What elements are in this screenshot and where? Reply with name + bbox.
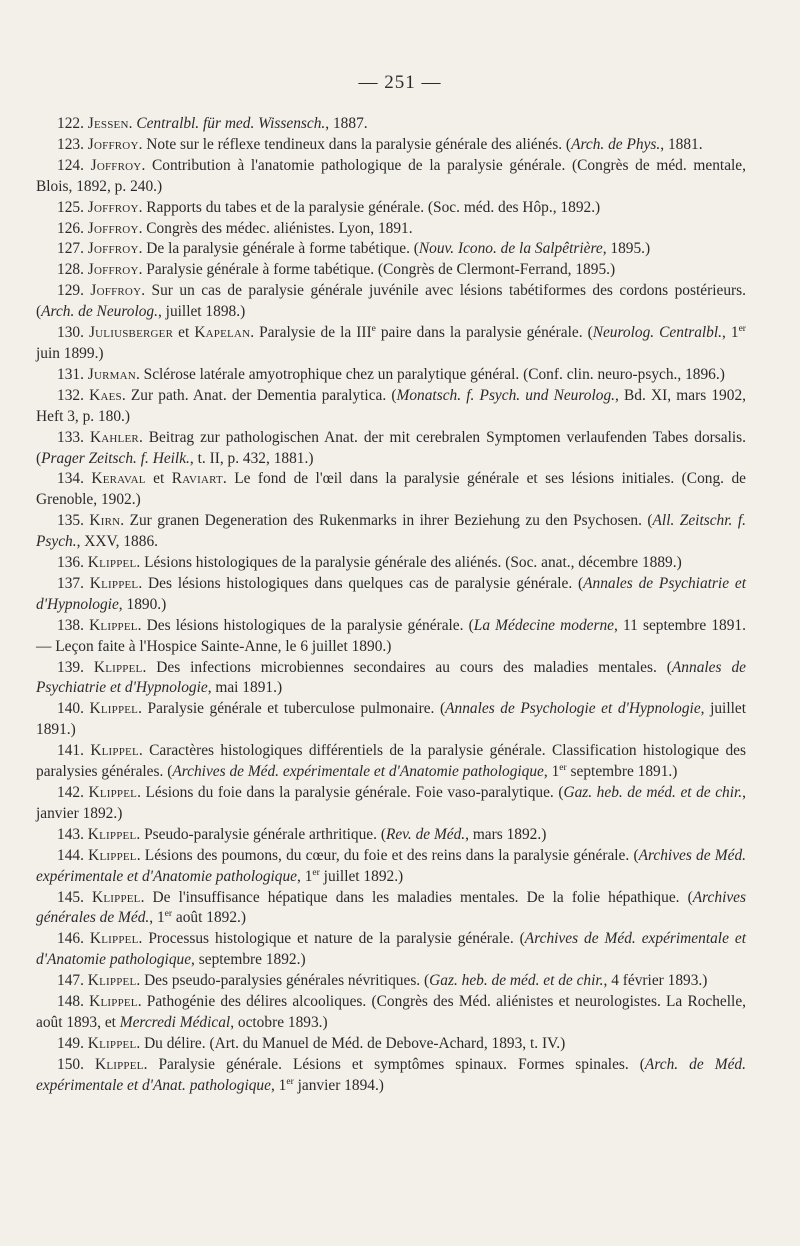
reference-text: , juillet 1891.): [36, 700, 746, 739]
publication-title: Annales de Psychiatrie et d'Hypnologie: [36, 658, 746, 697]
reference-text: . Contribution à l'anatomie pathologique de la paralysie générale. (Congrès de méd. mentale, Blois, 1892, p. 240.): [36, 156, 746, 195]
reference-text: . Lésions du foie dans la paralysie générale. Foie vaso-paralytique. (: [137, 784, 564, 801]
reference-entry: [36, 574, 746, 616]
superscript: e: [371, 322, 376, 334]
reference-number: 140.: [57, 700, 84, 718]
reference-text: .: [128, 115, 137, 132]
reference-text: . Processus histologique et nature de la paralysie générale. (: [138, 930, 525, 948]
reference-text: . Rapports du tabes et de la paralysie générale. (Soc. méd. des Hôp., 1892.): [138, 198, 601, 216]
reference-number: 137.: [57, 574, 84, 592]
reference-entry: [36, 239, 746, 260]
reference-text: . Beitrag zur pathologischen Anat. der mit cerebralen Symptomen verlaufenden Tabes dorsalis. (: [36, 428, 746, 467]
reference-number: 125.: [57, 198, 84, 216]
reference-text: et: [173, 324, 195, 342]
superscript: er: [312, 866, 320, 878]
reference-number: 134.: [57, 470, 84, 488]
reference-entry: [36, 469, 746, 511]
reference-entry: [36, 114, 746, 135]
reference-entry: [36, 699, 746, 741]
reference-text: . Des lésions histologiques de la paralysie générale. (: [137, 616, 474, 634]
reference-entry: [36, 386, 746, 428]
reference-text: . Paralysie générale à forme tabétique. (Congrès de Clermont-Ferrand, 1895.): [138, 261, 616, 279]
publication-title: Prager Zeitsch. f. Heilk.: [41, 449, 190, 467]
reference-text: , Bd. XI, mars 1902, Heft 3, p. 180.): [36, 386, 746, 425]
publication-title: Arch. de Phys.: [571, 135, 661, 153]
reference-text: et: [145, 470, 172, 488]
reference-text: . De la paralysie générale à forme tabétique. (: [138, 240, 419, 258]
reference-text: . Note sur le réflexe tendineux dans la paralysie générale des aliénés. (: [138, 135, 572, 153]
reference-text: , 1: [149, 909, 165, 927]
reference-number: 142.: [57, 784, 84, 801]
reference-text: . Paralysie générale et tuberculose pulmonaire. (: [138, 700, 446, 718]
reference-entry: [36, 428, 746, 470]
author-name: Klippel: [88, 784, 138, 801]
publication-title: Neurolog. Centralbl.: [592, 324, 722, 342]
reference-number: 138.: [57, 616, 84, 634]
reference-text: . Pseudo-paralysie générale arthritique. (: [136, 825, 386, 843]
publication-title: All. Zeitschr. f. Psych.: [36, 512, 746, 551]
publication-title: Gaz. heb. de méd. et de chir.: [429, 972, 604, 990]
reference-text: , 1890.): [118, 595, 167, 613]
reference-number: 127.: [57, 240, 84, 258]
author-name: Raviart: [171, 470, 223, 488]
reference-text: . Paralysie générale. Lésions et symptômes spinaux. Formes spinales. (: [143, 1055, 645, 1073]
reference-number: 149.: [57, 1034, 84, 1052]
reference-number: 148.: [57, 993, 84, 1011]
reference-text: . Zur granen Degeneration des Rukenmarks in ihrer Beziehung zu den Psychosen. (: [120, 512, 653, 530]
reference-entry: [36, 365, 746, 386]
reference-text: juillet 1892.): [319, 867, 404, 885]
reference-text: . Du délire. (Art. du Manuel de Méd. de Debove-Achard, 1893, t. IV.): [136, 1034, 566, 1052]
reference-text: . Des lésions histologiques dans quelques cas de paralysie générale. (: [138, 574, 584, 592]
reference-entry: [36, 135, 746, 156]
author-name: Klippel: [89, 700, 139, 718]
publication-title: Archives de Méd. expérimentale et d'Anatomie pathologique: [36, 846, 746, 885]
reference-list: [36, 114, 746, 1097]
reference-text: , t. II, p. 432, 1881.): [189, 449, 314, 467]
reference-text: . Pathogénie des délires alcooliques. (Congrès des Méd. aliénistes et neurologistes. La Rochelle, août 1893, et: [36, 993, 746, 1031]
reference-text: , 1881.: [660, 135, 703, 153]
author-name: Keraval: [91, 470, 146, 488]
reference-text: , 1: [543, 763, 560, 781]
reference-entry: [36, 992, 746, 1034]
reference-text: , septembre 1892.): [191, 951, 306, 969]
reference-text: , 4 février 1893.): [603, 972, 708, 990]
reference-entry: [36, 929, 746, 971]
reference-text: . De l'insuffisance hépatique dans les maladies mentales. De la folie hépathique. (: [140, 888, 693, 906]
publication-title: Centralbl. für med. Wissensch.: [136, 115, 326, 132]
author-name: Klippel: [87, 1034, 137, 1052]
reference-number: 130.: [57, 324, 84, 342]
reference-number: 123.: [57, 135, 84, 153]
author-name: Klippel: [95, 1055, 144, 1073]
author-name: Kahler: [89, 428, 139, 446]
superscript: er: [286, 1075, 294, 1087]
author-name: Jurman: [87, 365, 136, 383]
reference-text: , 11 septembre 1891. — Leçon faite à l'Hospice Sainte-Anne, le 6 juillet 1890.): [36, 616, 746, 655]
publication-title: Archives de Méd. expérimentale et d'Anatomie pathologique: [36, 930, 746, 969]
reference-number: 136.: [57, 554, 84, 572]
author-name: Kapelan: [194, 324, 251, 342]
author-name: Klippel: [89, 930, 139, 948]
publication-title: Annales de Psychiatrie et d'Hypnologie: [36, 574, 746, 613]
reference-number: 126.: [57, 219, 84, 237]
reference-text: . Sur un cas de paralysie générale juvénile avec lésions tabétiformes des cordons postérieurs. (: [36, 282, 746, 321]
reference-text: , juillet 1898.): [157, 303, 246, 321]
superscript: er: [559, 761, 567, 773]
reference-text: . Caractères histologiques différentiels de la paralysie générale. Classification histologique des paralysies générales. (: [36, 742, 746, 781]
superscript: er: [164, 908, 173, 920]
reference-text: . Des infections microbiennes secondaires au cours des maladies mentales. (: [142, 658, 672, 676]
reference-text: , mars 1892.): [465, 825, 547, 843]
author-name: Klippel: [90, 742, 139, 760]
reference-text: . Le fond de l'œil dans la paralysie générale et ses lésions initiales. (Cong. de Grenoble, 1902.): [36, 470, 746, 509]
reference-text: paire dans la paralysie générale. (: [375, 324, 593, 342]
reference-text: , 1887.: [325, 115, 368, 132]
author-name: Jessen: [87, 115, 129, 132]
publication-title: Mercredi Médical: [119, 1013, 231, 1031]
reference-entry: [36, 260, 746, 281]
reference-number: 144.: [57, 846, 84, 864]
reference-number: 146.: [57, 930, 84, 948]
reference-entry: [36, 553, 746, 574]
author-name: Joffroy: [87, 261, 139, 279]
reference-text: . Lésions histologiques de la paralysie générale des aliénés. (Soc. anat., décembre 1889.): [136, 554, 682, 572]
reference-text: janvier 1894.): [293, 1076, 384, 1094]
author-name: Joffroy: [87, 240, 139, 258]
author-name: Kirn: [89, 512, 121, 530]
reference-text: , mai 1891.): [207, 679, 283, 697]
author-name: Klippel: [89, 574, 139, 592]
author-name: Klippel: [89, 993, 138, 1011]
reference-entry: [36, 198, 746, 219]
publication-title: Rev. de Méd.: [385, 825, 466, 843]
publication-title: Arch. de Neurolog.: [41, 303, 158, 321]
reference-number: 147.: [57, 972, 84, 990]
author-name: Klippel: [89, 616, 138, 634]
publication-title: Monatsch. f. Psych. und Neurolog.: [396, 386, 615, 404]
author-name: Klippel: [92, 888, 141, 906]
reference-text: juin 1899.): [36, 344, 104, 362]
reference-number: 122.: [57, 115, 84, 132]
publication-title: Nouv. Icono. de la Salpêtrière: [418, 240, 603, 258]
reference-text: , 1: [297, 867, 313, 885]
page-number: — 251 —: [358, 72, 442, 93]
reference-number: 131.: [57, 365, 84, 383]
reference-text: . Zur path. Anat. der Dementia paralytica. (: [121, 386, 397, 404]
reference-number: 141.: [57, 742, 84, 760]
reference-text: , octobre 1893.): [230, 1013, 328, 1031]
author-name: Klippel: [93, 658, 143, 676]
reference-entry: [36, 219, 746, 240]
reference-number: 133.: [57, 428, 84, 446]
reference-number: 135.: [57, 512, 84, 530]
publication-title: Archives de Méd. expérimentale et d'Anatomie pathologique: [172, 763, 544, 781]
reference-entry: [36, 846, 746, 888]
reference-text: . Lésions des poumons, du cœur, du foie et des reins dans la paralysie générale. (: [136, 846, 639, 864]
reference-text: . Congrès des médec. aliénistes. Lyon, 1891.: [138, 219, 413, 237]
reference-entry: [36, 888, 746, 930]
reference-entry: [36, 616, 746, 658]
reference-text: , XXV, 1886.: [76, 533, 158, 551]
reference-number: 143.: [57, 825, 84, 843]
reference-text: . Sclérose latérale amyotrophique chez un paralytique général. (Conf. clin. neuro-psych., 1896.): [135, 365, 725, 383]
author-name: Joffroy: [87, 135, 139, 153]
reference-entry: [36, 1055, 746, 1097]
author-name: Klippel: [87, 825, 137, 843]
author-name: Joffroy: [90, 282, 142, 300]
author-name: Joffroy: [90, 156, 142, 174]
reference-entry: [36, 281, 746, 323]
author-name: Klippel: [87, 554, 137, 572]
reference-text: . Des pseudo-paralysies générales névritiques. (: [136, 972, 430, 990]
reference-entry: [36, 783, 746, 825]
reference-number: 129.: [57, 282, 84, 300]
reference-number: 124.: [57, 156, 84, 174]
author-name: Klippel: [87, 972, 137, 990]
reference-number: 150.: [57, 1055, 84, 1073]
publication-title: La Médecine moderne: [473, 616, 614, 634]
publication-title: Gaz. heb. de méd. et de chir.: [563, 784, 743, 801]
reference-entry: [36, 658, 746, 700]
reference-text: , 1: [270, 1076, 287, 1094]
reference-number: 132.: [57, 386, 84, 404]
reference-entry: [36, 323, 746, 365]
superscript: er: [738, 322, 746, 334]
reference-entry: [36, 156, 746, 198]
reference-entry: [36, 1034, 746, 1055]
reference-text: , 1895.): [602, 240, 651, 258]
reference-entry: [36, 971, 746, 992]
reference-entry: [36, 741, 746, 783]
author-name: Joffroy: [87, 198, 139, 216]
author-name: Klippel: [88, 846, 137, 864]
publication-title: Archives générales de Méd.: [36, 888, 746, 927]
author-name: Juliusberger: [88, 324, 174, 342]
reference-number: 145.: [57, 888, 84, 906]
reference-text: , janvier 1892.): [36, 784, 746, 822]
author-name: Joffroy: [87, 219, 139, 237]
reference-text: août 1892.): [172, 909, 247, 927]
reference-entry: [36, 511, 746, 553]
reference-text: , 1: [722, 324, 739, 342]
reference-number: 139.: [57, 658, 84, 676]
publication-title: Annales de Psychologie et d'Hypnologie: [445, 700, 701, 718]
reference-number: 128.: [57, 261, 84, 279]
author-name: Kaes: [89, 386, 122, 404]
publication-title: Arch. de Méd. expérimentale et d'Anat. pathologique: [36, 1055, 746, 1094]
reference-text: septembre 1891.): [566, 763, 678, 781]
reference-entry: [36, 825, 746, 846]
reference-text: . Paralysie de la III: [250, 324, 372, 342]
